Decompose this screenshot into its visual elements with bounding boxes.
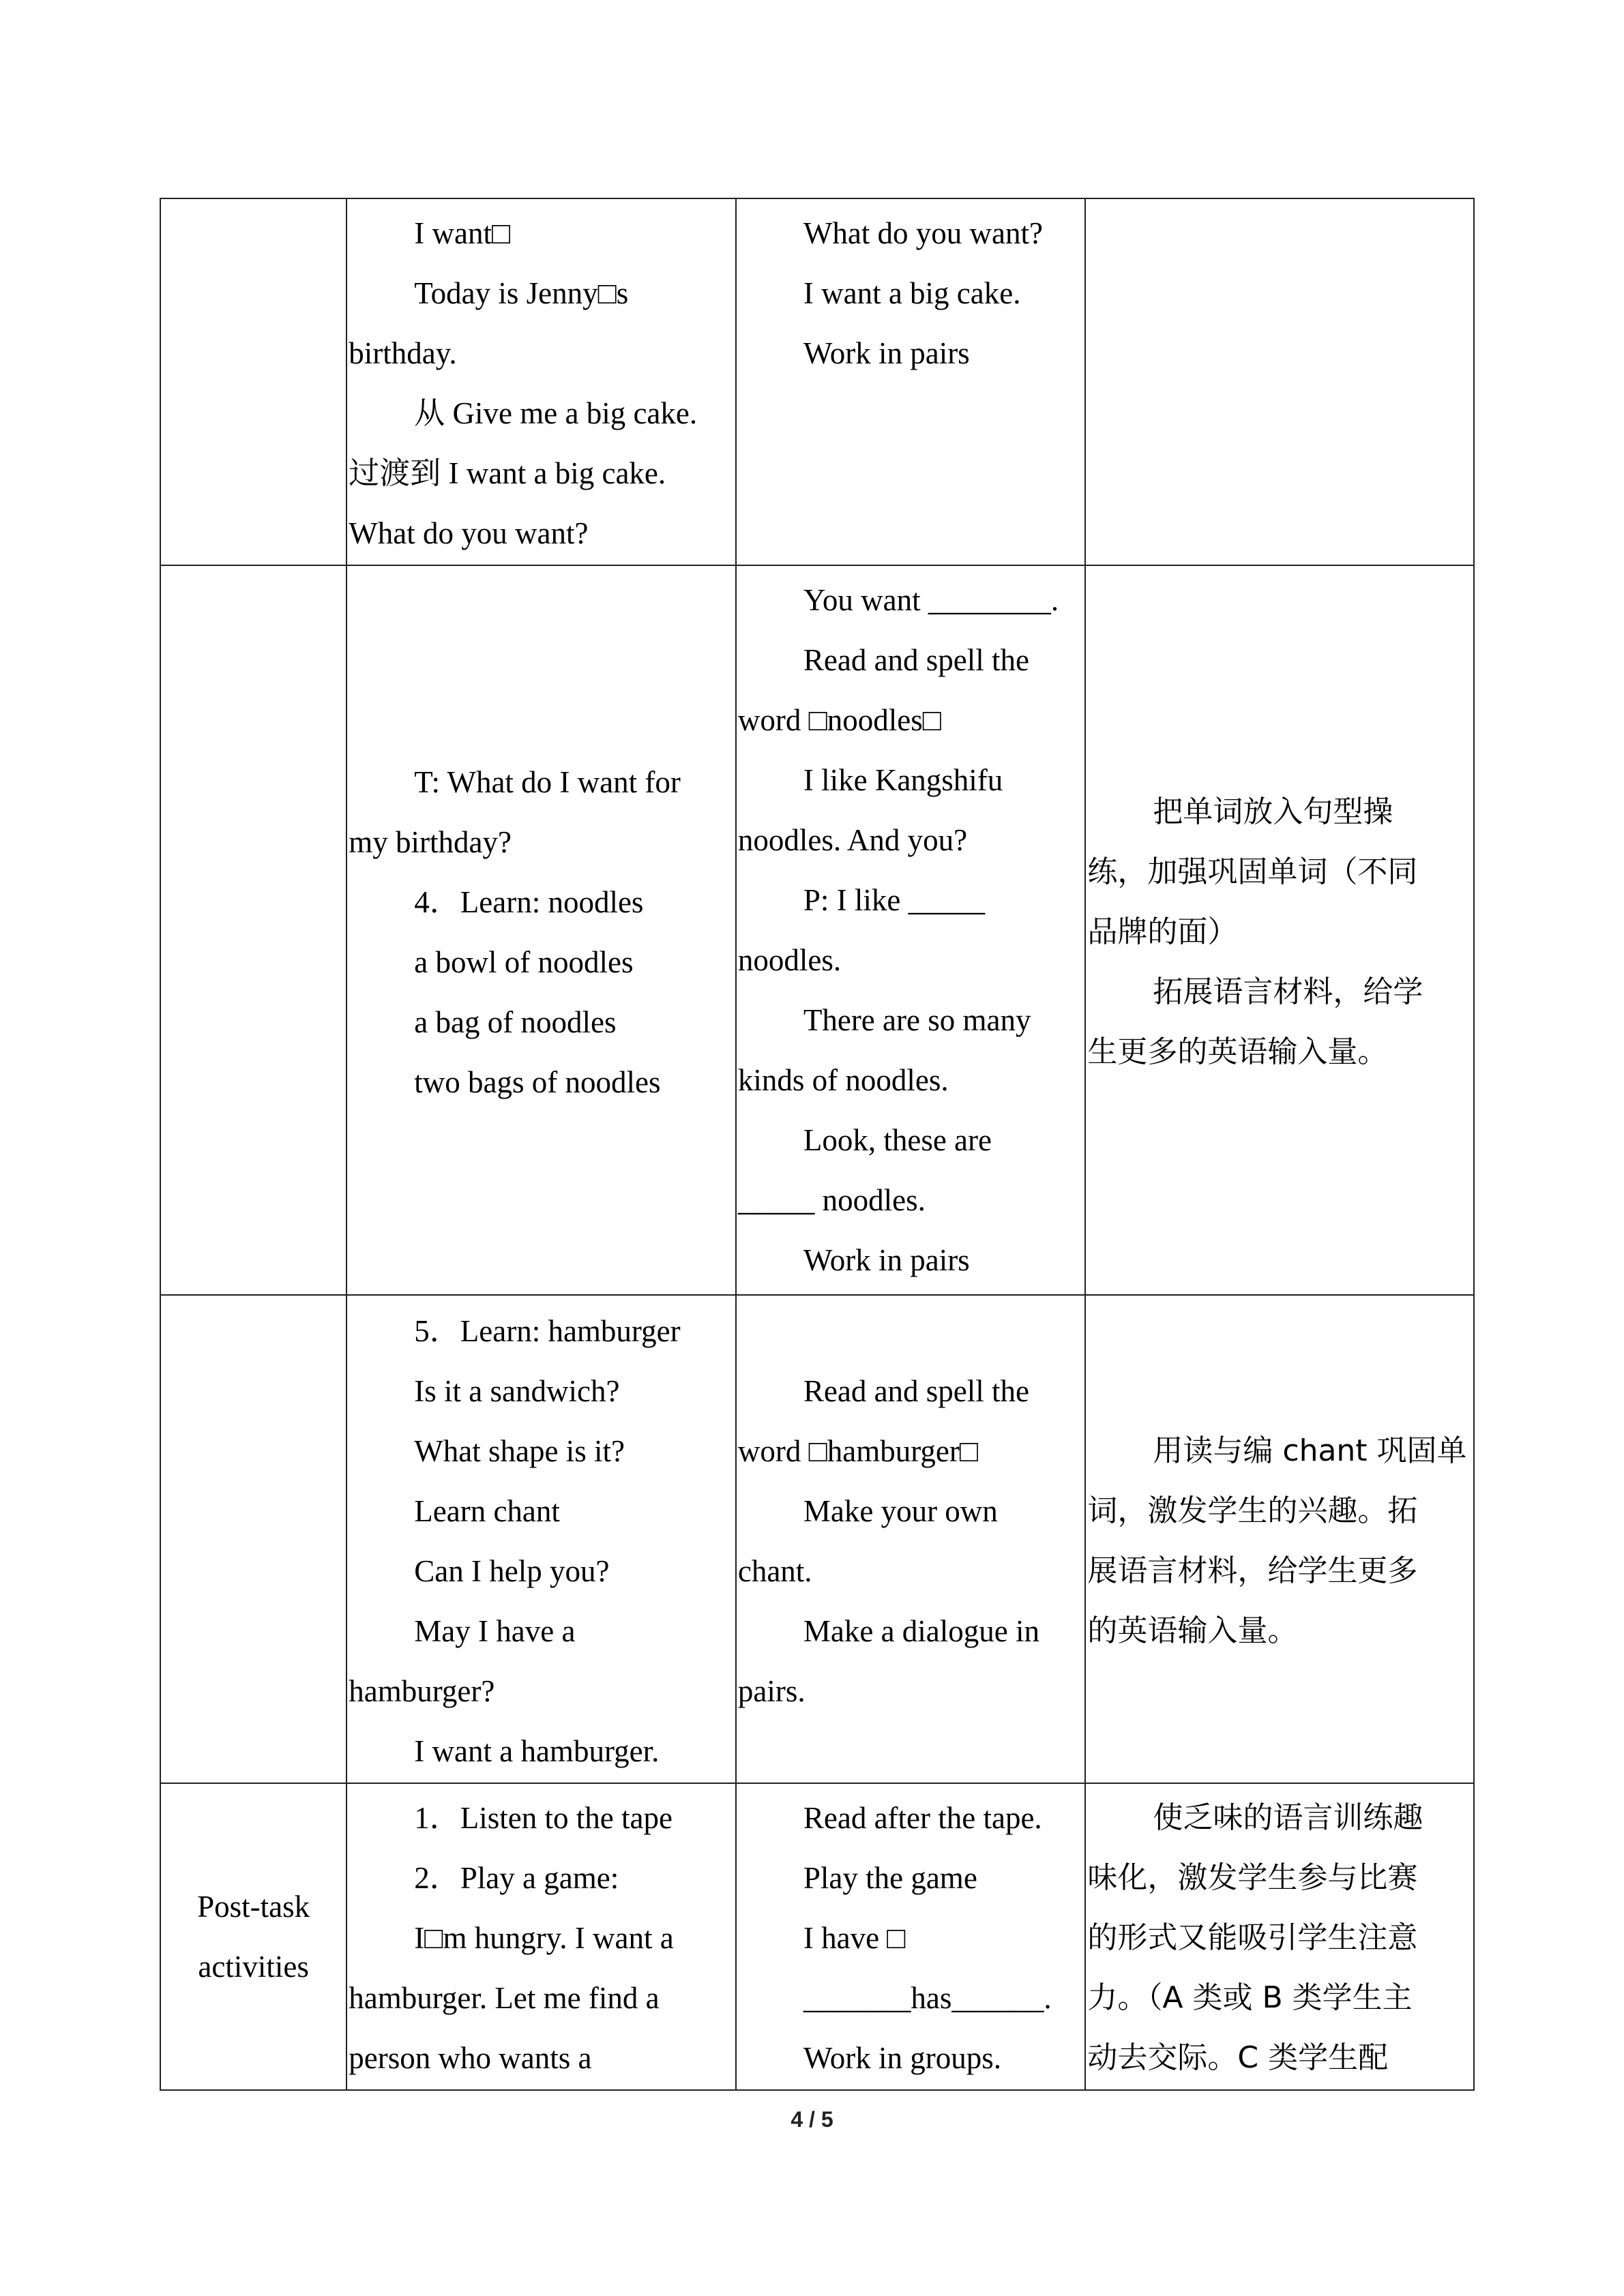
text-line: There are so many	[803, 1003, 1031, 1037]
text-line: pairs.	[737, 1674, 806, 1708]
text-line: 品牌的面）	[1087, 914, 1238, 949]
text-line: 拓展语言材料，给学	[1153, 974, 1423, 1009]
teacher-activity-cell	[346, 1783, 736, 2090]
text-line: 过渡到 I want a big cake.	[349, 456, 666, 490]
text-line: birthday.	[349, 336, 457, 370]
teacher-activity-cell	[346, 1295, 736, 1783]
text-line: two bags of noodles	[414, 1065, 661, 1099]
text-line: a bag of noodles	[414, 1005, 617, 1039]
text-line: my birthday?	[349, 825, 512, 859]
text-line: Make your own	[803, 1494, 998, 1528]
text-line: Learn chant	[414, 1494, 560, 1528]
text-line: 的形式又能吸引学生注意	[1087, 1920, 1418, 1955]
table-row	[160, 1295, 1474, 1783]
text-line: 用读与编 chant 巩固单	[1153, 1433, 1467, 1468]
student-activity-cell	[736, 1783, 1086, 2090]
table-row	[160, 565, 1474, 1295]
student-activity-cell	[736, 565, 1086, 1295]
text-line: Work in pairs	[803, 1243, 970, 1277]
text-line: Play the game	[803, 1861, 977, 1895]
text-line: P: I like _____	[803, 883, 986, 917]
text-line: Today is Jenny□s	[414, 276, 629, 310]
stage-label: Post-task	[197, 1890, 310, 1924]
text-line: noodles. And you?	[737, 823, 968, 857]
stage-cell	[160, 1783, 346, 2090]
stage-cell	[160, 565, 346, 1295]
text-line: hamburger. Let me find a	[349, 1981, 660, 2015]
text-line: 4．Learn: noodles	[414, 885, 644, 919]
teacher-activity-cell	[346, 198, 736, 565]
text-line: May I have a	[414, 1614, 576, 1648]
text-line: Work in pairs	[803, 336, 970, 370]
text-line: Look, these are	[803, 1123, 992, 1157]
text-line: I want a hamburger.	[414, 1734, 660, 1768]
text-line: 的英语输入量。	[1087, 1613, 1298, 1648]
text-line: 从 Give me a big cake.	[414, 396, 698, 430]
text-line: kinds of noodles.	[737, 1063, 949, 1097]
text-line: T: What do I want for	[414, 765, 681, 799]
purpose-cell	[1085, 565, 1474, 1295]
purpose-cell	[1085, 198, 1474, 565]
text-line: 5．Learn: hamburger	[414, 1314, 681, 1348]
text-line: hamburger?	[349, 1674, 495, 1708]
text-line: Is it a sandwich?	[414, 1374, 620, 1408]
text-line: 使乏味的语言训练趣	[1153, 1800, 1423, 1835]
stage-cell	[160, 1295, 346, 1783]
page-number: 4 / 5	[791, 2107, 833, 2132]
text-line: What do you want?	[349, 516, 589, 550]
text-line: 1．Listen to the tape	[414, 1801, 673, 1835]
text-line: 词，激发学生的兴趣。拓	[1087, 1493, 1418, 1528]
purpose-cell	[1085, 1783, 1474, 2090]
text-line: noodles.	[737, 943, 842, 977]
text-line: Work in groups.	[803, 2041, 1001, 2075]
text-line: I want□	[414, 216, 511, 250]
text-line: 生更多的英语输入量。	[1087, 1034, 1388, 1069]
text-line: I□m hungry. I want a	[414, 1921, 674, 1955]
text-line: 动去交际。C 类学生配	[1087, 2040, 1389, 2075]
text-line: I want a big cake.	[803, 276, 1021, 310]
text-line: word □noodles□	[737, 703, 941, 737]
text-line: I have □	[803, 1921, 906, 1955]
text-line: I like Kangshifu	[803, 763, 1003, 797]
teacher-activity-cell	[346, 565, 736, 1295]
text-line: You want ________.	[803, 583, 1059, 617]
text-line: What shape is it?	[414, 1434, 625, 1468]
text-line: 2．Play a game:	[414, 1861, 619, 1895]
text-line: 力。（A 类或 B 类学生主	[1087, 1980, 1413, 2015]
text-line: Read after the tape.	[803, 1801, 1042, 1835]
purpose-cell	[1085, 1295, 1474, 1783]
text-line: _______has______.	[803, 1981, 1052, 2015]
text-line: a bowl of noodles	[414, 945, 634, 979]
student-activity-cell	[736, 1295, 1086, 1783]
text-line: 把单词放入句型操	[1153, 794, 1393, 829]
student-activity-cell	[736, 198, 1086, 565]
text-line: Read and spell the	[803, 643, 1030, 677]
text-line: chant.	[737, 1554, 812, 1588]
text-line: word □hamburger□	[737, 1434, 979, 1468]
text-line: 练，加强巩固单词（不同	[1087, 854, 1418, 889]
lesson-plan-table	[160, 198, 1475, 2091]
text-line: Make a dialogue in	[803, 1614, 1039, 1648]
table-row	[160, 198, 1474, 565]
text-line: 味化，激发学生参与比赛	[1087, 1860, 1418, 1895]
text-line: Can I help you?	[414, 1554, 610, 1588]
stage-label: activities	[198, 1950, 309, 1984]
stage-cell	[160, 198, 346, 565]
text-line: Read and spell the	[803, 1374, 1030, 1408]
table-row	[160, 1783, 1474, 2090]
text-line: 展语言材料，给学生更多	[1087, 1553, 1418, 1588]
text-line: person who wants a	[349, 2041, 592, 2075]
text-line: What do you want?	[803, 216, 1044, 250]
text-line: _____ noodles.	[737, 1183, 926, 1217]
